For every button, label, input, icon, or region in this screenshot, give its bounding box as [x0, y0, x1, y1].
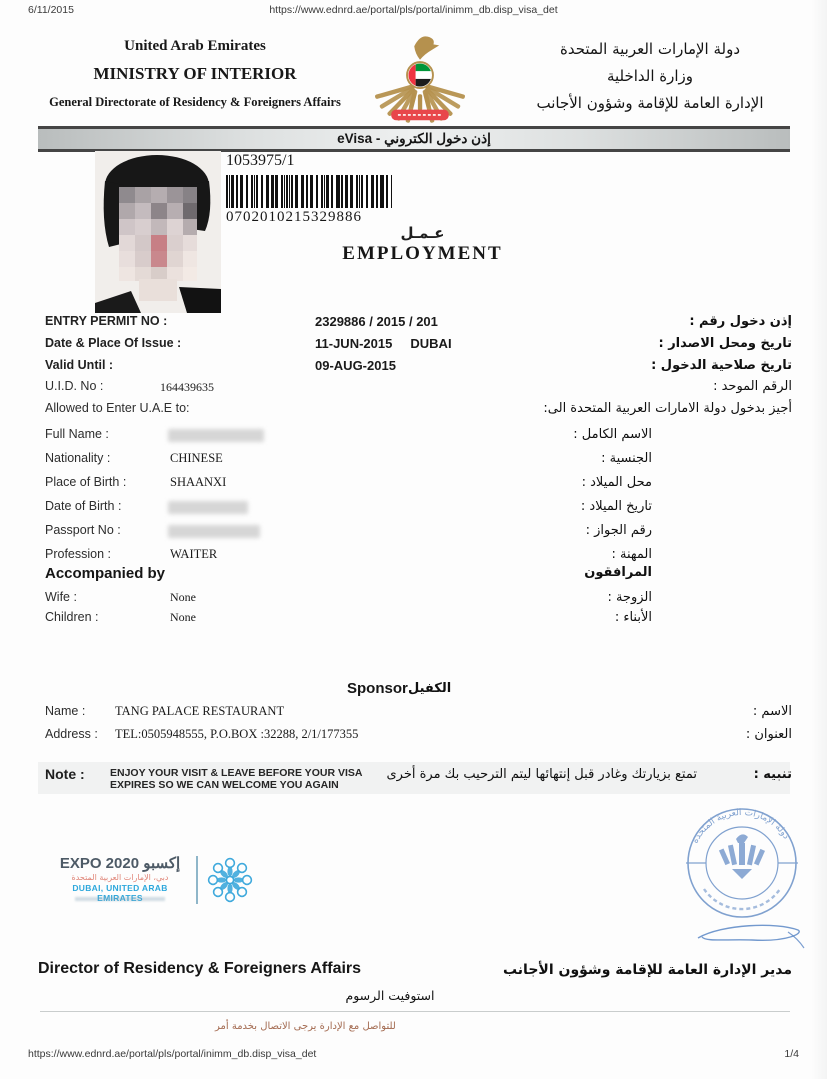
footer-divider	[40, 1011, 790, 1012]
field-label-ar: محل الميلاد :	[581, 475, 652, 490]
visa-type-english: EMPLOYMENT	[342, 243, 503, 264]
barcode-number: 0702010215329886	[226, 209, 362, 225]
field-label-en: Address :	[45, 727, 98, 741]
redacted-value	[168, 525, 260, 538]
field-label-en: Date & Place Of Issue :	[45, 336, 182, 350]
field-label-ar: رقم الجواز :	[585, 523, 652, 538]
uae-falcon-emblem-icon	[372, 30, 468, 124]
field-label-en: Date of Birth :	[45, 499, 122, 513]
header-arabic	[500, 40, 800, 112]
directorate-name-ar: الإدارة العامة للإقامة وشؤون الأجانب	[536, 94, 764, 112]
contact-note-ar: للتواصل مع الإدارة يرجى الاتصال بخدمة أمر	[215, 1021, 396, 1032]
note-label-ar: تنبيه :	[753, 767, 792, 782]
print-url-bottom: https://www.ednrd.ae/portal/pls/portal/inimm_db.disp_visa_det	[28, 1048, 317, 1060]
field-row-allowed-enter	[0, 401, 827, 421]
expo-logo-title: EXPO 2020 إكسبو	[59, 855, 181, 872]
field-label-ar: الاسم الكامل :	[573, 427, 652, 442]
field-label-en: Nationality :	[45, 451, 111, 465]
field-label-en: Name :	[45, 704, 86, 718]
ministry-name-en: MINISTRY OF INTERIOR	[93, 64, 297, 83]
expo-logo-tagline	[75, 897, 165, 901]
note-text-line1: ENJOY YOUR VISIT & LEAVE BEFORE YOUR VISA	[110, 767, 363, 779]
field-value: TEL:0505948555, P.O.BOX :32288, 2/1/177355	[115, 727, 359, 741]
field-label-en: Wife :	[45, 590, 77, 604]
field-label-en: Allowed to Enter U.A.E to:	[45, 401, 190, 415]
field-row-issue	[0, 336, 827, 356]
evisa-title-bar	[38, 126, 790, 152]
visa-type-arabic: عـمـل	[400, 224, 445, 242]
field-row-nationality	[0, 451, 827, 471]
field-value: SHAANXI	[170, 475, 227, 489]
print-date: 6/11/2015	[28, 4, 74, 16]
visa-file-number: 1053975/1	[226, 152, 295, 169]
field-row-wife	[0, 590, 827, 610]
field-row-full-name	[0, 427, 827, 447]
field-label-en: U.I.D. No :	[45, 379, 104, 393]
director-title-ar: مدير الإدارة العامة للإقامة وشؤون الأجانب	[502, 962, 792, 978]
note-text-en	[110, 767, 362, 791]
field-label-en: Passport No :	[45, 523, 121, 537]
sponsor-title-en: Sponsor	[347, 680, 408, 697]
field-value: None	[170, 590, 196, 604]
note-text-ar: تمتع بزيارتك وغادر قبل إنتهائها ليتم الترحيب بك مرة أخرى	[386, 767, 697, 782]
field-row-date-of-birth	[0, 499, 827, 519]
expo-rosette-icon	[205, 855, 255, 905]
field-label-ar: إذن دخول رقم :	[689, 314, 792, 329]
expo-logo-divider	[196, 856, 198, 904]
director-title-en: Director of Residency & Foreigners Affairs	[38, 960, 362, 977]
field-value: None	[170, 610, 196, 624]
field-label-ar: المهنة :	[611, 547, 652, 562]
directorate-name-en: General Directorate of Residency & Foreigners Affairs	[49, 95, 341, 109]
signature	[692, 918, 807, 950]
fees-collected-ar: استوفيت الرسوم	[345, 988, 435, 1003]
field-label-en: ENTRY PERMIT NO :	[45, 314, 168, 328]
applicant-photo	[95, 151, 221, 313]
stamp-text-arabic: دولة الإمارات العربية المتحدة	[690, 807, 791, 846]
print-url-top: https://www.ednrd.ae/portal/pls/portal/inimm_db.disp_visa_det	[269, 4, 558, 16]
field-row-children	[0, 610, 827, 630]
field-label-en: Profession :	[45, 547, 112, 561]
field-row-entry-permit	[0, 314, 827, 334]
field-value: 164439635	[160, 380, 214, 394]
header-english	[20, 38, 370, 110]
field-row-valid-until	[0, 358, 827, 378]
field-row-profession	[0, 547, 827, 567]
accompanied-title-ar: المرافقون	[584, 565, 652, 580]
field-label-ar: الرقم الموحد :	[713, 379, 792, 394]
field-label-ar: أجيز بدخول دولة الامارات العربية المتحدة الى:	[543, 401, 792, 416]
field-label-ar: الأبناء :	[614, 610, 652, 625]
expo-logo-english: DUBAI, UNITED ARAB EMIRATES	[72, 883, 168, 903]
field-label-ar: العنوان :	[745, 727, 792, 742]
field-label-ar: الزوجة :	[607, 590, 652, 605]
field-row-passport	[0, 523, 827, 543]
field-value: 11-JUN-2015 DUBAI	[315, 336, 452, 351]
redacted-value	[168, 429, 264, 442]
note-label-en: Note :	[45, 766, 85, 782]
official-stamp	[678, 803, 806, 921]
sponsor-title-row	[0, 680, 827, 700]
field-value: 2329886 / 2015 / 201	[315, 314, 438, 329]
ministry-name-ar: وزارة الداخلية	[606, 67, 694, 85]
expo-logo-arabic: دبي، الإمارات العربية المتحدة	[71, 873, 169, 882]
country-name-ar: دولة الإمارات العربية المتحدة	[559, 40, 741, 58]
sponsor-title-ar: الكفيل	[408, 681, 452, 696]
field-value: WAITER	[170, 547, 218, 561]
field-label-en: Place of Birth :	[45, 475, 127, 489]
field-label-en: Valid Until :	[45, 358, 114, 372]
sponsor-address-row	[0, 727, 827, 747]
field-value: 09-AUG-2015	[315, 358, 396, 373]
accompanied-title-row	[0, 565, 827, 585]
field-label-ar: تاريخ الميلاد :	[580, 499, 652, 514]
field-label-ar: تاريخ ومحل الاصدار :	[658, 336, 792, 351]
accompanied-title-en: Accompanied by	[45, 565, 166, 582]
note-text-line2: EXPIRES SO WE CAN WELCOME YOU AGAIN	[110, 779, 339, 791]
field-label-ar: الاسم :	[752, 704, 792, 719]
sponsor-name-row	[0, 704, 827, 724]
redacted-value	[168, 501, 248, 514]
evisa-title: eVisa - إذن دخول الكتروني	[337, 131, 491, 146]
field-row-place-of-birth	[0, 475, 827, 495]
field-label-ar: تاريخ صلاحية الدخول :	[651, 358, 792, 373]
field-value: CHINESE	[170, 451, 223, 465]
country-name-en: United Arab Emirates	[124, 38, 266, 54]
page-indicator: 1/4	[784, 1048, 799, 1060]
field-label-ar: الجنسية :	[601, 451, 652, 466]
field-label-en: Full Name :	[45, 427, 109, 441]
field-value: TANG PALACE RESTAURANT	[115, 704, 285, 718]
field-label-en: Children :	[45, 610, 99, 624]
field-row-uid	[0, 379, 827, 399]
barcode	[226, 175, 392, 208]
